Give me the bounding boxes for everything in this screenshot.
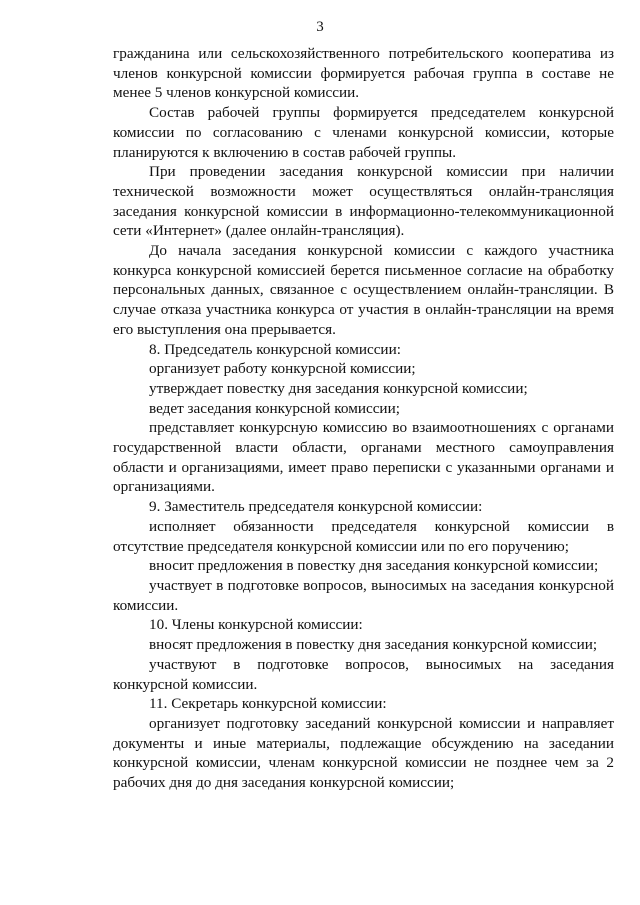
list-item: участвует в подготовке вопросов, выносимых на заседания конкурсной комиссии. <box>113 576 614 614</box>
list-item: организует работу конкурсной комиссии; <box>149 360 416 378</box>
document-body <box>113 44 614 793</box>
list-item: вносит предложения в повестку дня заседания конкурсной комиссии; <box>149 557 599 575</box>
section-heading-8: 8. Председатель конкурсной комиссии: <box>149 340 401 358</box>
list-item: утверждает повестку дня заседания конкурсной комиссии; <box>149 379 528 397</box>
section-heading-9: 9. Заместитель председателя конкурсной комиссии: <box>149 498 483 516</box>
page-number: 3 <box>316 19 324 35</box>
section-heading-10: 10. Члены конкурсной комиссии: <box>149 616 363 634</box>
paragraph: При проведении заседания конкурсной комиссии при наличии технической возможности может осуществляться онлайн-трансляция заседания конкурсной комиссии в информационно-телекоммуникационной сети «Интернет» (далее онлайн-трансляция). <box>113 163 614 240</box>
list-item: участвуют в подготовке вопросов, выносимых на заседания конкурсной комиссии. <box>113 655 614 693</box>
list-item: представляет конкурсную комиссию во взаимоотношениях с органами государственной власти области, органами местного самоуправления области и организациями, имеет право переписки с указанными органами и организациями. <box>113 419 614 496</box>
list-item: вносят предложения в повестку дня заседания конкурсной комиссии; <box>149 636 598 654</box>
section-heading-11: 11. Секретарь конкурсной комиссии: <box>149 695 387 713</box>
paragraph: гражданина или сельскохозяйственного потребительского кооператива из членов конкурсной комиссии формируется рабочая группа в составе не менее 5 членов конкурсной комиссии. <box>113 45 614 102</box>
paragraph: Состав рабочей группы формируется председателем конкурсной комиссии по согласованию с членами конкурсной комиссии, которые планируются к включению в состав рабочей группы. <box>113 104 614 161</box>
list-item: ведет заседания конкурсной комиссии; <box>149 399 400 417</box>
list-item: исполняет обязанности председателя конкурсной комиссии в отсутствие председателя конкурсной комиссии или по его поручению; <box>113 517 614 555</box>
paragraph: До начала заседания конкурсной комиссии с каждого участника конкурса конкурсной комиссией берется письменное согласие на обработку персональных данных, связанное с осуществлением онлайн-трансляции. В случае отказа участника конкурса от участия в онлайн-трансляции на время его выступления она прерывается. <box>113 242 614 338</box>
list-item: организует подготовку заседаний конкурсной комиссии и направляет документы и иные материалы, подлежащие обсуждению на заседании конкурсной комиссии, членам конкурсной комиссии не позднее чем за 2 рабочих дня до дня заседания конкурсной комиссии; <box>113 714 614 792</box>
